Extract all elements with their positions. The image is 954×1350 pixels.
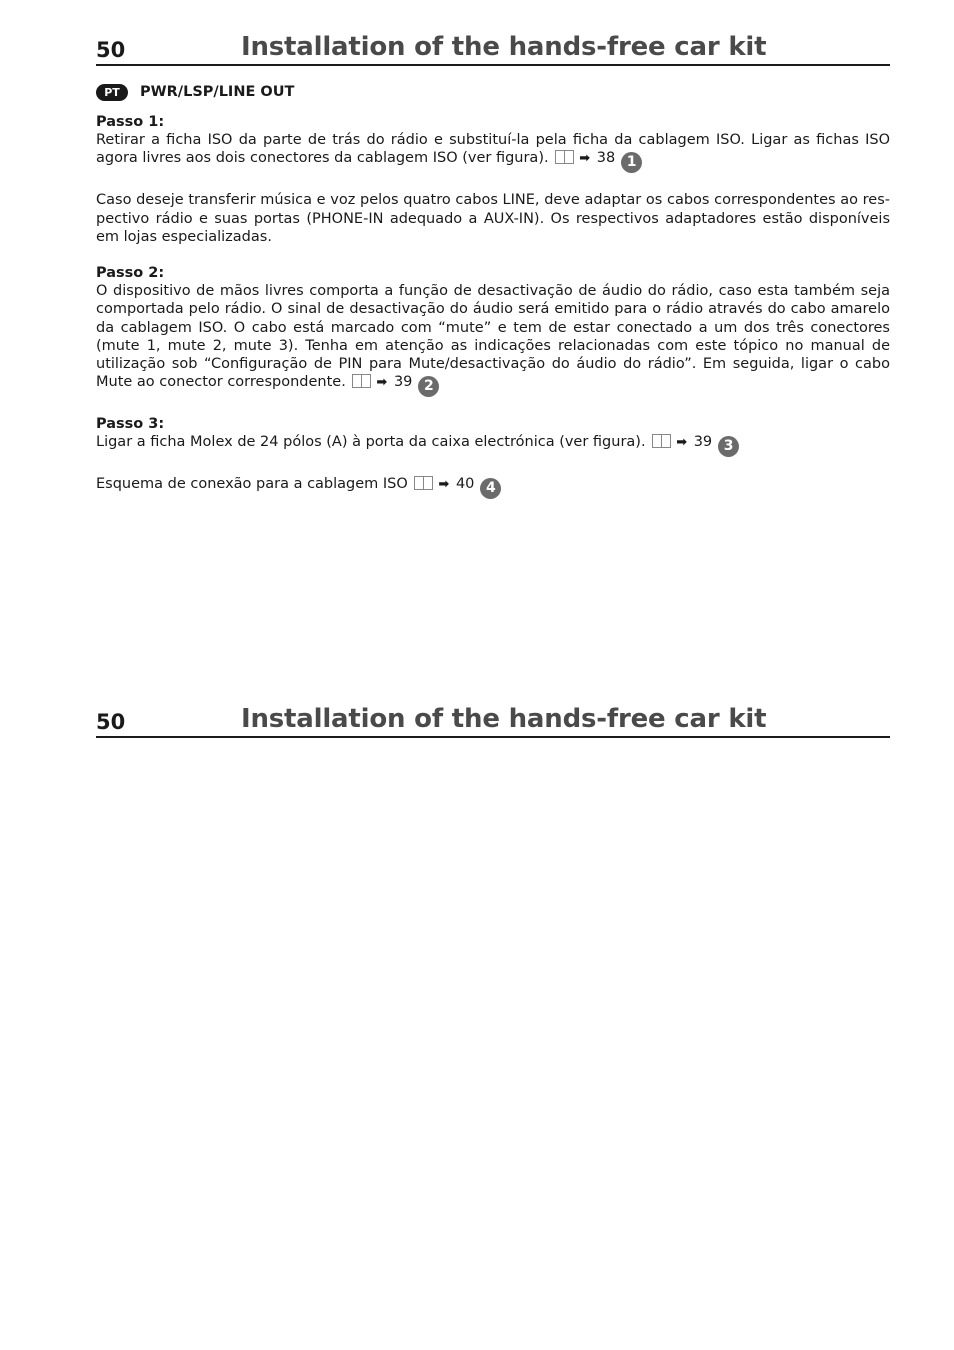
scheme-reference	[412, 476, 501, 497]
page-title: Installation of the hands-free car kit	[241, 32, 767, 62]
page-header-repeat	[96, 704, 890, 738]
arrow-right-icon: ➡	[438, 477, 450, 493]
book-icon	[414, 476, 434, 490]
step1-label: Passo 1:	[96, 114, 165, 130]
step3-reference	[650, 434, 739, 455]
page-ref: 40	[455, 476, 475, 493]
scheme-paragraph	[96, 475, 890, 499]
arrow-right-icon: ➡	[579, 151, 591, 167]
step1-paragraph	[96, 131, 890, 173]
book-icon	[352, 374, 372, 388]
main-content	[96, 113, 890, 499]
page-ref: 39	[393, 374, 413, 391]
language-section-heading	[96, 83, 294, 101]
page-number: 50	[96, 38, 126, 62]
step3-label: Passo 3:	[96, 416, 165, 433]
figure-number-badge: 4	[480, 478, 501, 499]
figure-number-badge: 3	[718, 436, 739, 457]
figure-number-badge: 2	[418, 376, 439, 397]
page-header	[96, 32, 890, 66]
scheme-text: Esquema de conexão para a cablagem ISO	[96, 476, 408, 493]
page-ref: 39	[693, 434, 713, 451]
arrow-right-icon: ➡	[676, 435, 688, 451]
step1-text: Retirar a ficha ISO da parte de trás do rádio e substituí-la pela ficha da cablagem ISO. Ligar as fichas ISO agora livres aos dois conectores da cablagem ISO (ver figura).	[96, 132, 890, 167]
book-icon	[555, 150, 575, 164]
line-note-paragraph: Caso deseje transferir música e voz pelos quatro cabos LINE, deve adaptar os cabos correspondentes ao res-pectivo rádio e suas portas (PHONE-IN adequado a AUX-IN). Os respectivos adaptadores estão disponíveis em lojas especializadas.	[96, 192, 890, 245]
page-number: 50	[96, 710, 126, 734]
step2-reference	[350, 374, 439, 395]
step2-paragraph	[96, 282, 890, 397]
language-badge: PT	[96, 84, 128, 101]
book-icon	[652, 434, 672, 448]
section-title: PWR/LSP/LINE OUT	[140, 84, 295, 100]
page-title: Installation of the hands-free car kit	[241, 704, 767, 734]
figure-number-badge: 1	[621, 152, 642, 173]
step2-label: Passo 2:	[96, 265, 165, 282]
arrow-right-icon: ➡	[376, 375, 388, 391]
step2-text: O dispositivo de mãos livres comporta a função de desactivação de áudio do rádio, caso esta também seja comportada pelo rádio. O sinal de desactivação do áudio será emitido para o rádio através do cabo amarelo da cablagem ISO. O cabo está marcado com “mute” e tem de estar conectado a um dos três conectores (mute 1, mute 2, mute 3). Tenha em atenção as indicações relacionadas com este tópico no manual de utilização sob “Configuração de PIN para Mute/desactivação do áudio do rádio”. Em seguida, ligar o cabo Mute ao conector correspondente.	[96, 283, 890, 391]
page-ref: 38	[596, 150, 616, 167]
step3-paragraph	[96, 433, 890, 457]
step1-reference	[553, 150, 642, 171]
step3-text: Ligar a ficha Molex de 24 pólos (A) à porta da caixa electrónica (ver figura).	[96, 434, 646, 451]
